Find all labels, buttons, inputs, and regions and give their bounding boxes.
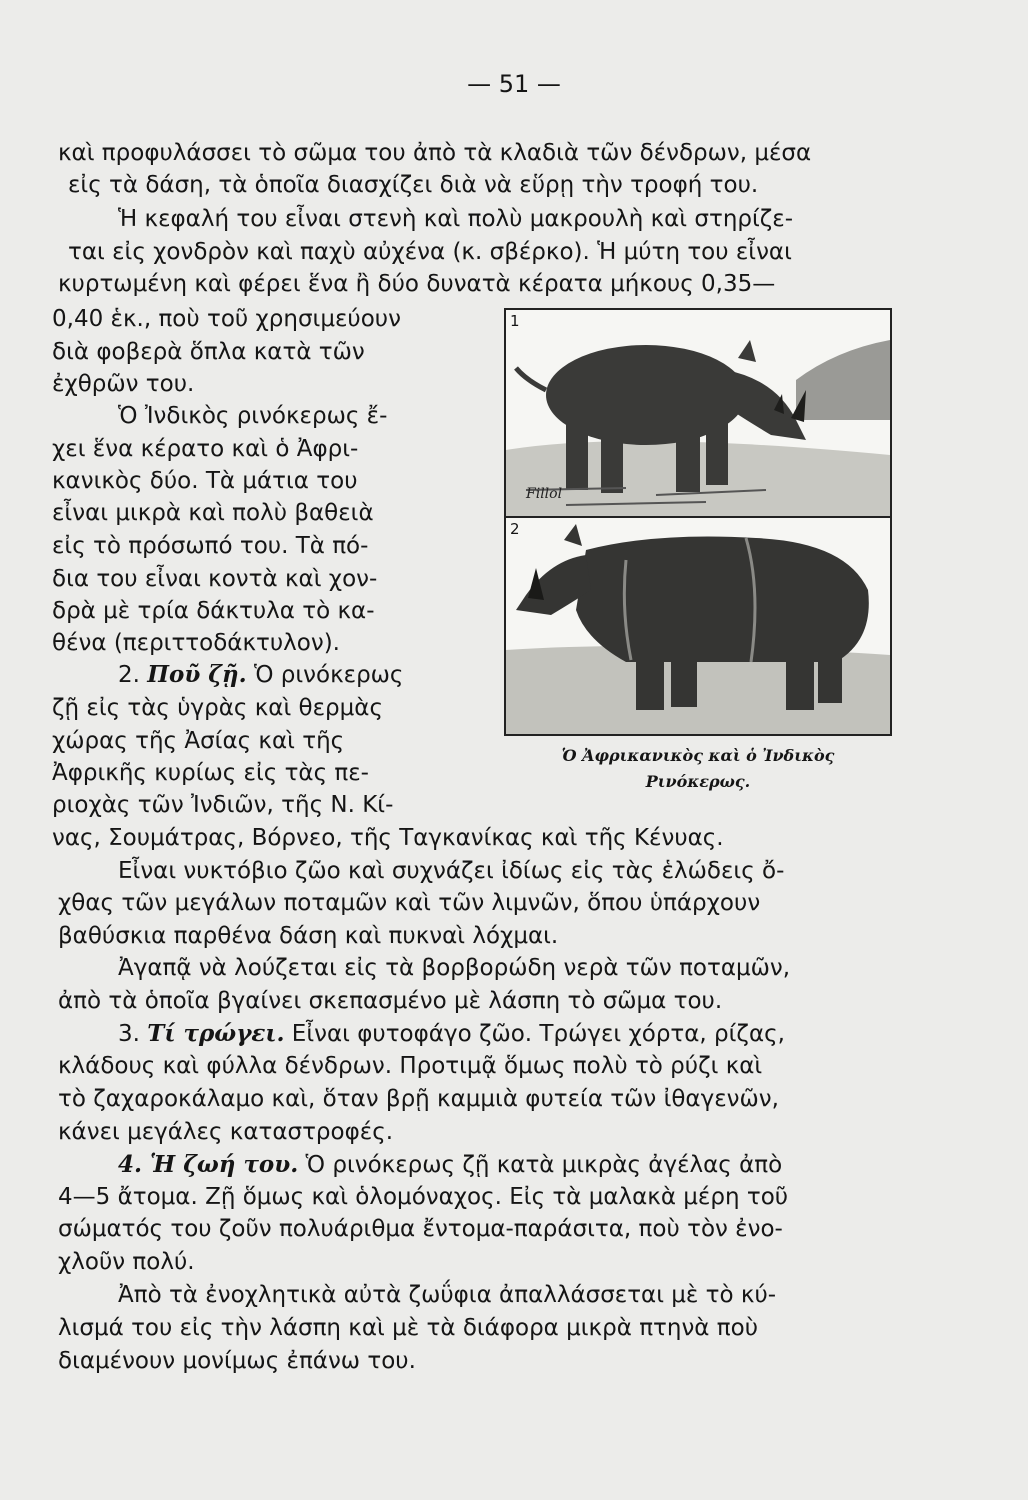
text-line: κανικὸς δύο. Τὰ μάτια του: [52, 468, 358, 494]
text-line: θένα (περιττοδάκτυλον).: [52, 630, 340, 656]
text-line: δια του εἶναι κοντὰ καὶ χον-: [52, 566, 378, 592]
artist-signature: Fillol: [526, 486, 563, 502]
text-line: κάνει μεγάλες καταστροφές.: [58, 1119, 394, 1145]
text-line: δρὰ μὲ τρία δάκτυλα τὸ κα-: [52, 598, 375, 624]
text-line: Ὁ Ἰνδικὸς ρινόκερως ἔ-: [118, 403, 388, 429]
section-heading: 4. Ἡ ζωή του.: [118, 1151, 299, 1178]
text-line: διαμένουν μονίμως ἐπάνω του.: [58, 1348, 416, 1374]
text-line: 0,40 ἑκ., ποὺ τοῦ χρησιμεύουν: [52, 306, 401, 332]
text-line: χώρας τῆς Ἀσίας καὶ τῆς: [52, 728, 345, 754]
panel-1-number: 1: [510, 312, 520, 330]
text-line: ζῇ εἰς τὰς ὑγρὰς καὶ θερμὰς: [52, 695, 383, 721]
text-line: διὰ φοβερὰ ὅπλα κατὰ τῶν: [52, 339, 365, 365]
text-line: σώματός του ζοῦν πολυάριθμα ἔντομα-παράσιτα, ποὺ τὸν ἐνο-: [58, 1216, 783, 1242]
section-2-line: 2. Ποῦ ζῇ. Ὁ ρινόκερως: [118, 661, 404, 688]
text-line: χλοῦν πολύ.: [58, 1249, 195, 1275]
text-line: εἰς τὰ δάση, τὰ ὁποῖα διασχίζει διὰ νὰ εὕρῃ τὴν τροφή του.: [68, 172, 759, 198]
rhinoceros-illustration: [504, 308, 892, 736]
figure-caption-line-2: Ρινόκερως.: [645, 772, 751, 791]
text-line: ριοχὰς τῶν Ἰνδιῶν, τῆς Ν. Κί-: [52, 792, 394, 818]
text-line: χθας τῶν μεγάλων ποταμῶν καὶ τῶν λιμνῶν, ὅπου ὑπάρχουν: [58, 890, 761, 916]
text-line: ἀπὸ τὰ ὁποῖα βγαίνει σκεπασμένο μὲ λάσπη τὸ σῶμα του.: [58, 988, 723, 1014]
section-4-line: 4. Ἡ ζωή του. Ὁ ρινόκερως ζῇ κατὰ μικρὰς ἀγέλας ἀπὸ: [118, 1151, 783, 1178]
text-line: χει ἕνα κέρατο καὶ ὁ Ἀφρι-: [52, 436, 359, 462]
text-line: τὸ ζαχαροκάλαμο καὶ, ὅταν βρῇ καμμιὰ φυτεία τῶν ἰθαγενῶν,: [58, 1086, 779, 1112]
page-number: — 51 —: [467, 70, 561, 98]
text-line: κυρτωμένη καὶ φέρει ἕνα ἢ δύο δυνατὰ κέρατα μήκους 0,35—: [58, 271, 776, 297]
text-line: εἰς τὸ πρόσωπό του. Τὰ πό-: [52, 533, 369, 559]
rhinoceros-drawings: [506, 310, 890, 734]
section-heading: Ποῦ ζῇ.: [147, 661, 247, 688]
text-line: καὶ προφυλάσσει τὸ σῶμα του ἀπὸ τὰ κλαδιὰ τῶν δένδρων, μέσα: [58, 140, 812, 166]
section-3-line: 3. Τί τρώγει. Εἶναι φυτοφάγο ζῶο. Τρώγει χόρτα, ρίζας,: [118, 1020, 785, 1047]
text-line: Ἀφρικῆς κυρίως εἰς τὰς πε-: [52, 760, 369, 786]
text-line: εἶναι μικρὰ καὶ πολὺ βαθειὰ: [52, 500, 374, 526]
text-line: λισμά του εἰς τὴν λάσπη καὶ μὲ τὰ διάφορα μικρὰ πτηνὰ ποὺ: [58, 1315, 759, 1341]
text-line: Ἀπὸ τὰ ἐνοχλητικὰ αὐτὰ ζωΰφια ἀπαλλάσσεται μὲ τὸ κύ-: [118, 1282, 777, 1308]
section-heading: Τί τρώγει.: [147, 1020, 285, 1047]
figure-caption-line-1: Ὁ Ἀφρικανικὸς καὶ ὁ Ἰνδικὸς: [561, 746, 835, 765]
panel-2-number: 2: [510, 520, 520, 538]
text-line: κλάδους καὶ φύλλα δένδρων. Προτιμᾷ ὅμως πολὺ τὸ ρύζι καὶ: [58, 1053, 763, 1079]
text-line: 4—5 ἄτομα. Ζῇ ὅμως καὶ ὁλομόναχος. Εἰς τὰ μαλακὰ μέρη τοῦ: [58, 1184, 789, 1210]
text-line: Ἀγαπᾷ νὰ λούζεται εἰς τὰ βορβορώδη νερὰ τῶν ποταμῶν,: [118, 955, 791, 981]
text-line: Εἶναι νυκτόβιο ζῶο καὶ συχνάζει ἰδίως εἰς τὰς ἑλώδεις ὄ-: [118, 858, 785, 884]
hill-shape: [796, 340, 890, 420]
text-line: βαθύσκια παρθένα δάση καὶ πυκναὶ λόχμαι.: [58, 923, 559, 949]
text-line: Ἡ κεφαλή του εἶναι στενὴ καὶ πολὺ μακρουλὴ καὶ στηρίζε-: [118, 206, 794, 232]
text-line: ἐχθρῶν του.: [52, 371, 195, 397]
text-line: ται εἰς χονδρὸν καὶ παχὺ αὐχένα (κ. σβέρκο). Ἡ μύτη του εἶναι: [68, 239, 792, 265]
text-line: νας, Σουμάτρας, Βόρνεο, τῆς Ταγκανίκας καὶ τῆς Κένυας.: [52, 825, 724, 851]
